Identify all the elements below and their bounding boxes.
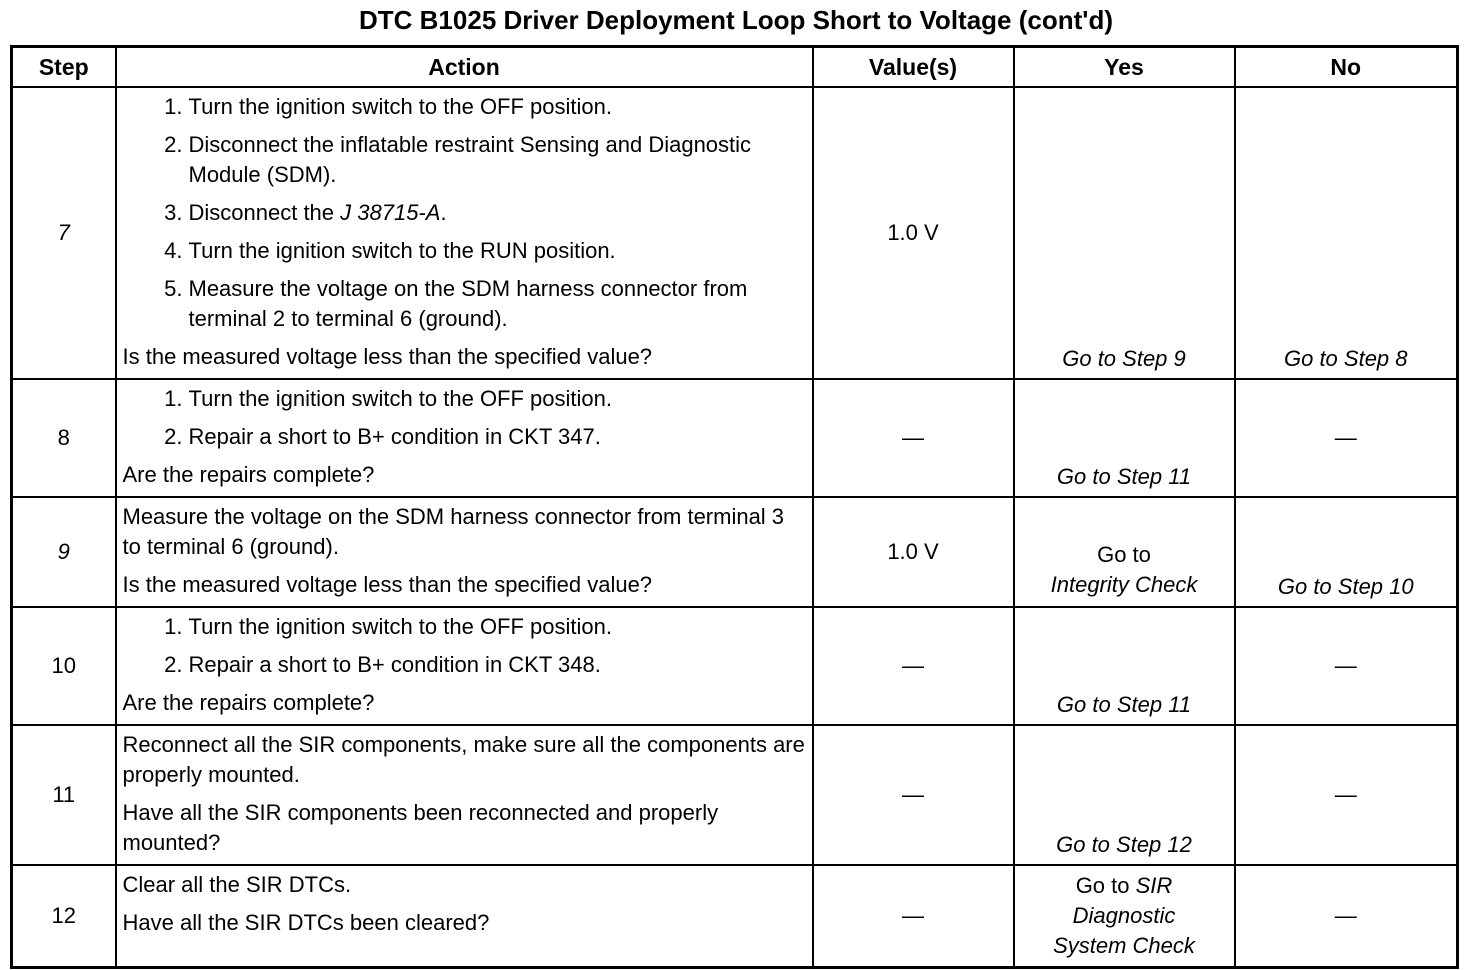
no-cell: Go to Step 8	[1235, 87, 1458, 379]
diagnostic-table	[10, 45, 1459, 969]
action-steps	[123, 612, 806, 680]
item-text: Turn the ignition switch to the RUN position.	[188, 238, 616, 263]
action-question: Are the repairs complete?	[122, 462, 375, 487]
list-item	[123, 130, 806, 190]
table-row	[12, 87, 1458, 379]
table-row	[12, 497, 1458, 607]
step-number: 11	[12, 725, 116, 865]
list-item	[123, 92, 806, 122]
no-cell: —	[1235, 725, 1458, 865]
header-no: No	[1235, 47, 1458, 88]
yes-line: System Check	[1053, 933, 1195, 958]
step-number: 7	[12, 87, 116, 379]
action-text: Reconnect all the SIR components, make sure all the components are properly mounted.	[122, 732, 805, 787]
step-number: 8	[12, 379, 116, 497]
action-question: Have all the SIR components been reconnected and properly mounted?	[122, 800, 719, 855]
item-text: Turn the ignition switch to the OFF position.	[188, 614, 612, 639]
item-number: 4.	[164, 238, 183, 263]
list-item	[123, 274, 806, 334]
value-cell: —	[813, 379, 1014, 497]
list-item	[123, 198, 806, 228]
action-cell	[116, 865, 813, 968]
step-number: 12	[12, 865, 116, 968]
header-values: Value(s)	[813, 47, 1014, 88]
item-number: 3.	[164, 200, 183, 225]
yes-cell: Go to Step 9	[1014, 87, 1235, 379]
yes-cell	[1014, 865, 1235, 968]
header-action: Action	[116, 47, 813, 88]
list-item	[123, 236, 806, 266]
item-number: 1.	[164, 94, 183, 119]
action-cell	[116, 497, 813, 607]
list-item	[123, 612, 806, 642]
item-text: Disconnect the	[188, 200, 341, 225]
value-cell: 1.0 V	[813, 497, 1014, 607]
table-row	[12, 865, 1458, 968]
no-cell: Go to Step 10	[1235, 497, 1458, 607]
yes-line: Go to	[1097, 542, 1151, 567]
yes-cell: Go to Step 11	[1014, 607, 1235, 725]
item-text: Disconnect the inflatable restraint Sensing and Diagnostic Module (SDM).	[188, 132, 752, 187]
item-text: .	[440, 200, 447, 225]
table-header-row	[12, 47, 1458, 88]
action-cell	[116, 87, 813, 379]
action-text: Measure the voltage on the SDM harness connector from terminal 3 to terminal 6 (ground).	[122, 504, 785, 559]
header-step: Step	[12, 47, 116, 88]
no-cell: —	[1235, 607, 1458, 725]
item-text: Turn the ignition switch to the OFF position.	[188, 386, 612, 411]
action-cell	[116, 379, 813, 497]
step-number: 10	[12, 607, 116, 725]
action-steps	[123, 384, 806, 452]
table-row	[12, 725, 1458, 865]
action-cell	[116, 607, 813, 725]
no-cell: —	[1235, 865, 1458, 968]
yes-line: Diagnostic	[1072, 903, 1176, 928]
action-steps	[123, 92, 806, 334]
action-question: Is the measured voltage less than the specified value?	[122, 572, 653, 597]
yes-cell	[1014, 497, 1235, 607]
value-cell: —	[813, 865, 1014, 968]
list-item	[123, 650, 806, 680]
item-text: Repair a short to B+ condition in CKT 348.	[188, 652, 601, 677]
item-text: Repair a short to B+ condition in CKT 347.	[188, 424, 601, 449]
yes-cell: Go to Step 12	[1014, 725, 1235, 865]
item-text: Turn the ignition switch to the OFF position.	[188, 94, 612, 119]
yes-line: Go to	[1075, 873, 1136, 898]
value-cell: —	[813, 607, 1014, 725]
item-number: 1.	[164, 614, 183, 639]
action-cell	[116, 725, 813, 865]
value-cell: 1.0 V	[813, 87, 1014, 379]
item-number: 2.	[164, 132, 183, 157]
list-item	[123, 384, 806, 414]
table-row	[12, 379, 1458, 497]
page-title: DTC B1025 Driver Deployment Loop Short to Voltage (cont'd)	[359, 5, 1113, 35]
action-text: Clear all the SIR DTCs.	[122, 872, 352, 897]
step-number: 9	[12, 497, 116, 607]
list-item	[123, 422, 806, 452]
action-question: Is the measured voltage less than the specified value?	[122, 344, 653, 369]
item-number: 5.	[164, 276, 183, 301]
tool-name: J 38715-A	[340, 200, 441, 225]
yes-cell: Go to Step 11	[1014, 379, 1235, 497]
no-cell: —	[1235, 379, 1458, 497]
action-question: Have all the SIR DTCs been cleared?	[122, 910, 490, 935]
item-number: 2.	[164, 652, 183, 677]
value-cell: —	[813, 725, 1014, 865]
item-number: 1.	[164, 386, 183, 411]
yes-line: Integrity Check	[1050, 572, 1198, 597]
item-text: Measure the voltage on the SDM harness connector from terminal 2 to terminal 6 (ground).	[188, 276, 748, 331]
action-question: Are the repairs complete?	[122, 690, 375, 715]
header-yes: Yes	[1014, 47, 1235, 88]
yes-line: SIR	[1135, 873, 1173, 898]
item-number: 2.	[164, 424, 183, 449]
table-row	[12, 607, 1458, 725]
